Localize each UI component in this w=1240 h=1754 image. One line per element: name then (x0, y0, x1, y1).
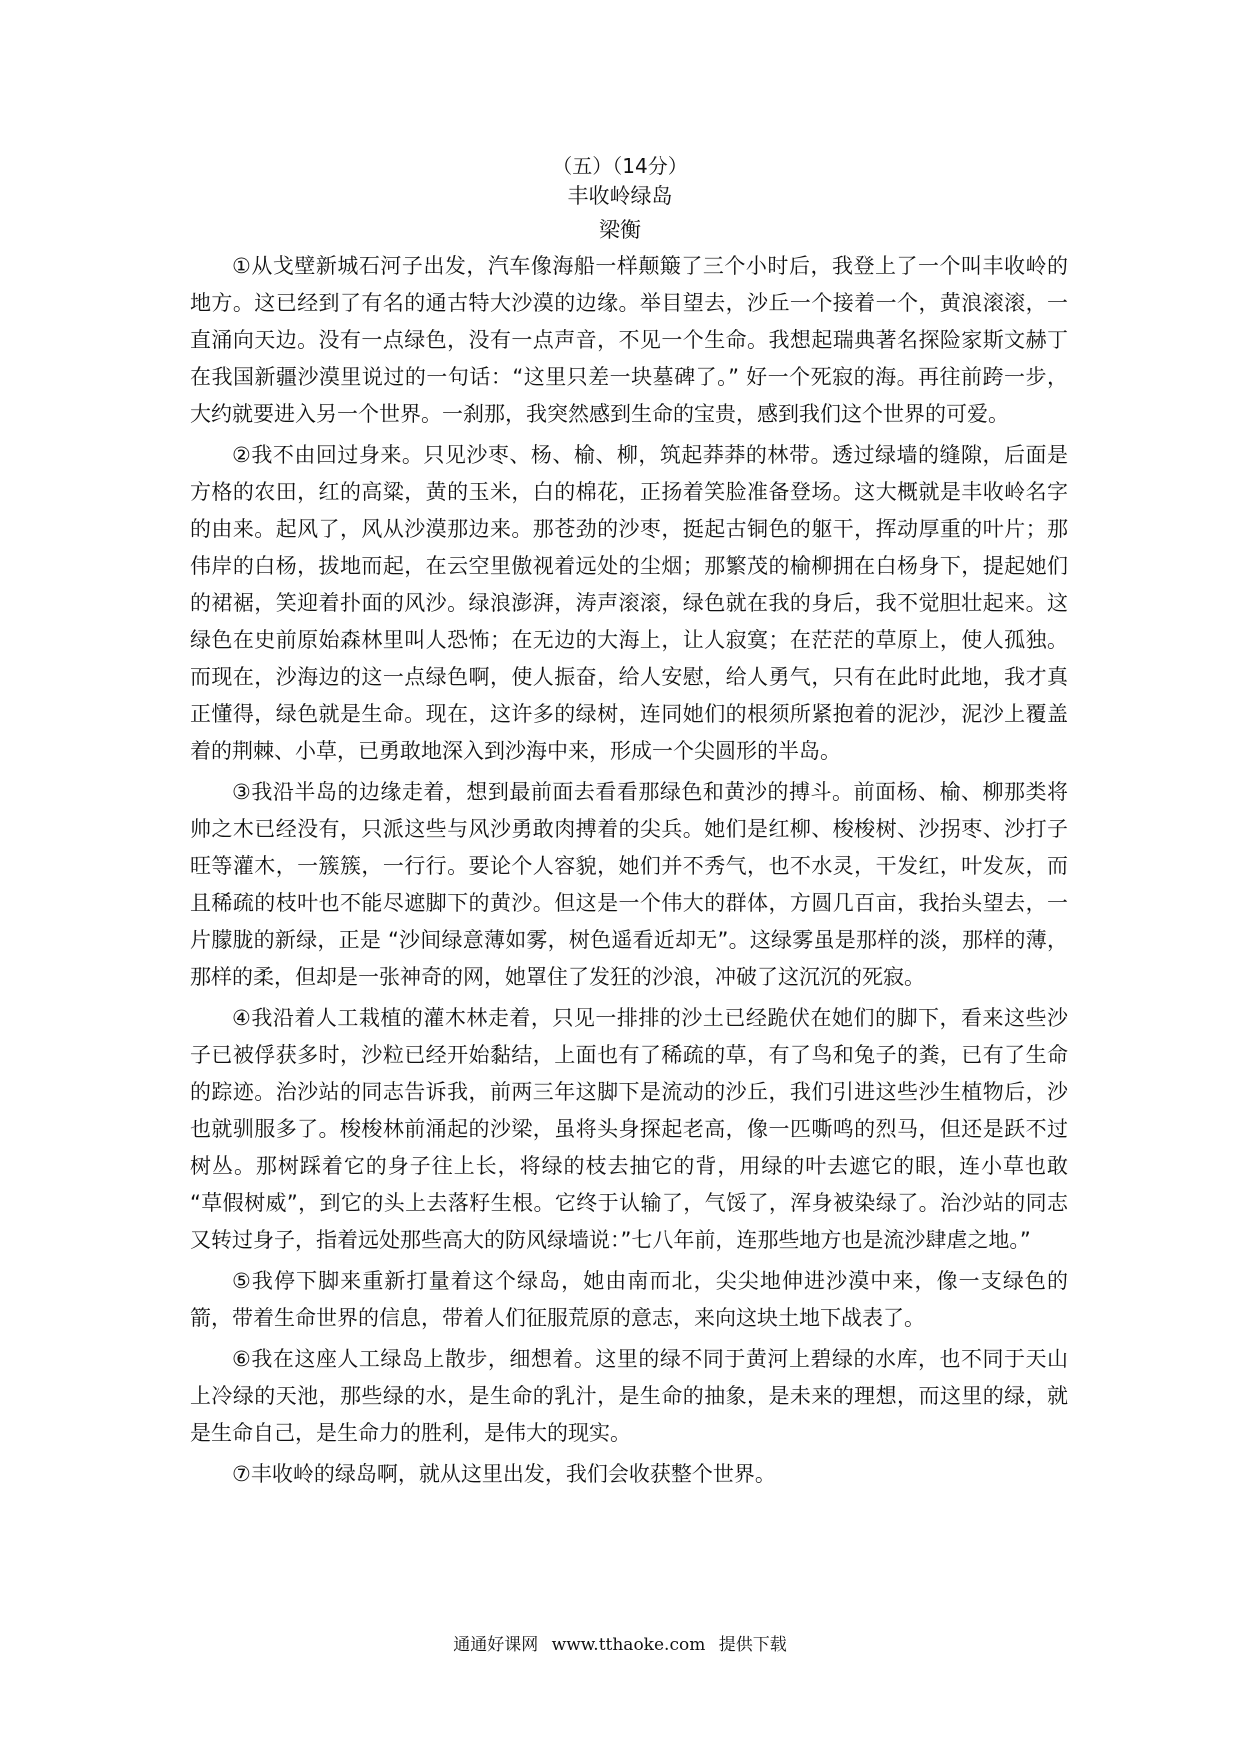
paragraph-2: ②我不由回过身来。只见沙枣、杨、榆、柳，筑起莽莽的林带。透过绿墙的缝隙，后面是方格的农田，红的高粱，黄的玉米，白的棉花，正扬着笑脸准备登场。这大概就是丰收岭名字的由来。起风了，风从沙漠那边来。那苍劲的沙枣，挺起古铜色的躯干，挥动厚重的叶片；那伟岸的白杨，拔地而起，在云空里傲视着远处的尘烟；那繁茂的榆柳拥在白杨身下，提起她们的裙裾，笑迎着扑面的风沙。绿浪澎湃，涛声滚滚，绿色就在我的身后，我不觉胆壮起来。这绿色在史前原始森林里叫人恐怖；在无边的大海上，让人寂寞；在茫茫的草原上，使人孤独。而现在，沙海边的这一点绿色啊，使人振奋，给人安慰，给人勇气，只有在此时此地，我才真正懂得，绿色就是生命。现在，这许多的绿树，连同她们的根须所紧抱着的泥沙，泥沙上覆盖着的荆棘、小草，已勇敢地深入到沙海中来，形成一个尖圆形的半岛。 (190, 443, 1068, 763)
article-author: 梁衡 (599, 218, 641, 242)
footer-site-name: 通通好课网 (453, 1635, 539, 1655)
article-body (190, 248, 1068, 1497)
article-title: 丰收岭绿岛 (567, 184, 673, 208)
paragraph-4: ④我沿着人工栽植的灌木林走着，只见一排排的沙土已经跪伏在她们的脚下，看来这些沙子已被俘获多时，沙粒已经开始黏结，上面也有了稀疏的草，有了鸟和兔子的粪，已有了生命的踪迹。治沙站的同志告诉我，前两三年这脚下是流动的沙丘，我们引进这些沙生植物后，沙也就驯服多了。梭梭林前涌起的沙梁，虽将头身探起老高，像一匹嘶鸣的烈马，但还是跃不过树丛。那树踩着它的身子往上长，将绿的枝去抽它的背，用绿的叶去遮它的眼，连小草也敢 “草假树威”，到它的头上去落籽生根。它终于认输了，气馁了，浑身被染绿了。治沙站的同志又转过身子，指着远处那些高大的防风绿墙说：”七八年前，连那些地方也是流沙肆虐之地。” (190, 1006, 1068, 1252)
page-footer (0, 1630, 1240, 1655)
paragraph-6: ⑥我在这座人工绿岛上散步，细想着。这里的绿不同于黄河上碧绿的水库，也不同于天山上冷绿的天池，那些绿的水，是生命的乳汁，是生命的抽象，是未来的理想，而这里的绿，就是生命自己，是生命力的胜利，是伟大的现实。 (190, 1347, 1068, 1445)
footer-url: www.tthaoke.com (551, 1635, 706, 1655)
paragraph-1: ①从戈壁新城石河子出发，汽车像海船一样颠簸了三个小时后，我登上了一个叫丰收岭的地方。这已经到了有名的通古特大沙漠的边缘。举目望去，沙丘一个接着一个，黄浪滚滚，一直涌向天边。没有一点绿色，没有一点声音，不见一个生命。我想起瑞典著名探险家斯文赫丁在我国新疆沙漠里说过的一句话：“这里只差一块墓碑了。” 好一个死寂的海。再往前跨一步，大约就要进入另一个世界。一刹那，我突然感到生命的宝贵，感到我们这个世界的可爱。 (190, 254, 1068, 426)
paragraph-7: ⑦丰收岭的绿岛啊，就从这里出发，我们会收获整个世界。 (232, 1462, 776, 1486)
footer-note: 提供下载 (718, 1635, 787, 1655)
paragraph-5: ⑤我停下脚来重新打量着这个绿岛，她由南而北，尖尖地伸进沙漠中来，像一支绿色的箭，带着生命世界的信息，带着人们征服荒原的意志，来向这块土地下战表了。 (190, 1269, 1068, 1330)
section-label: （五）（14分） (552, 154, 688, 178)
paragraph-3: ③我沿半岛的边缘走着，想到最前面去看看那绿色和黄沙的搏斗。前面杨、榆、柳那类将帅之木已经没有，只派这些与风沙勇敢肉搏着的尖兵。她们是红柳、梭梭树、沙拐枣、沙打子旺等灌木，一簇簇，一行行。要论个人容貌，她们并不秀气，也不水灵，干发红，叶发灰，而且稀疏的枝叶也不能尽遮脚下的黄沙。但这是一个伟大的群体，方圆几百亩，我抬头望去，一片朦胧的新绿，正是 “沙间绿意薄如雾，树色遥看近却无”。这绿雾虽是那样的淡，那样的薄，那样的柔，但却是一张神奇的网，她罩住了发狂的沙浪，冲破了这沉沉的死寂。 (190, 780, 1068, 989)
